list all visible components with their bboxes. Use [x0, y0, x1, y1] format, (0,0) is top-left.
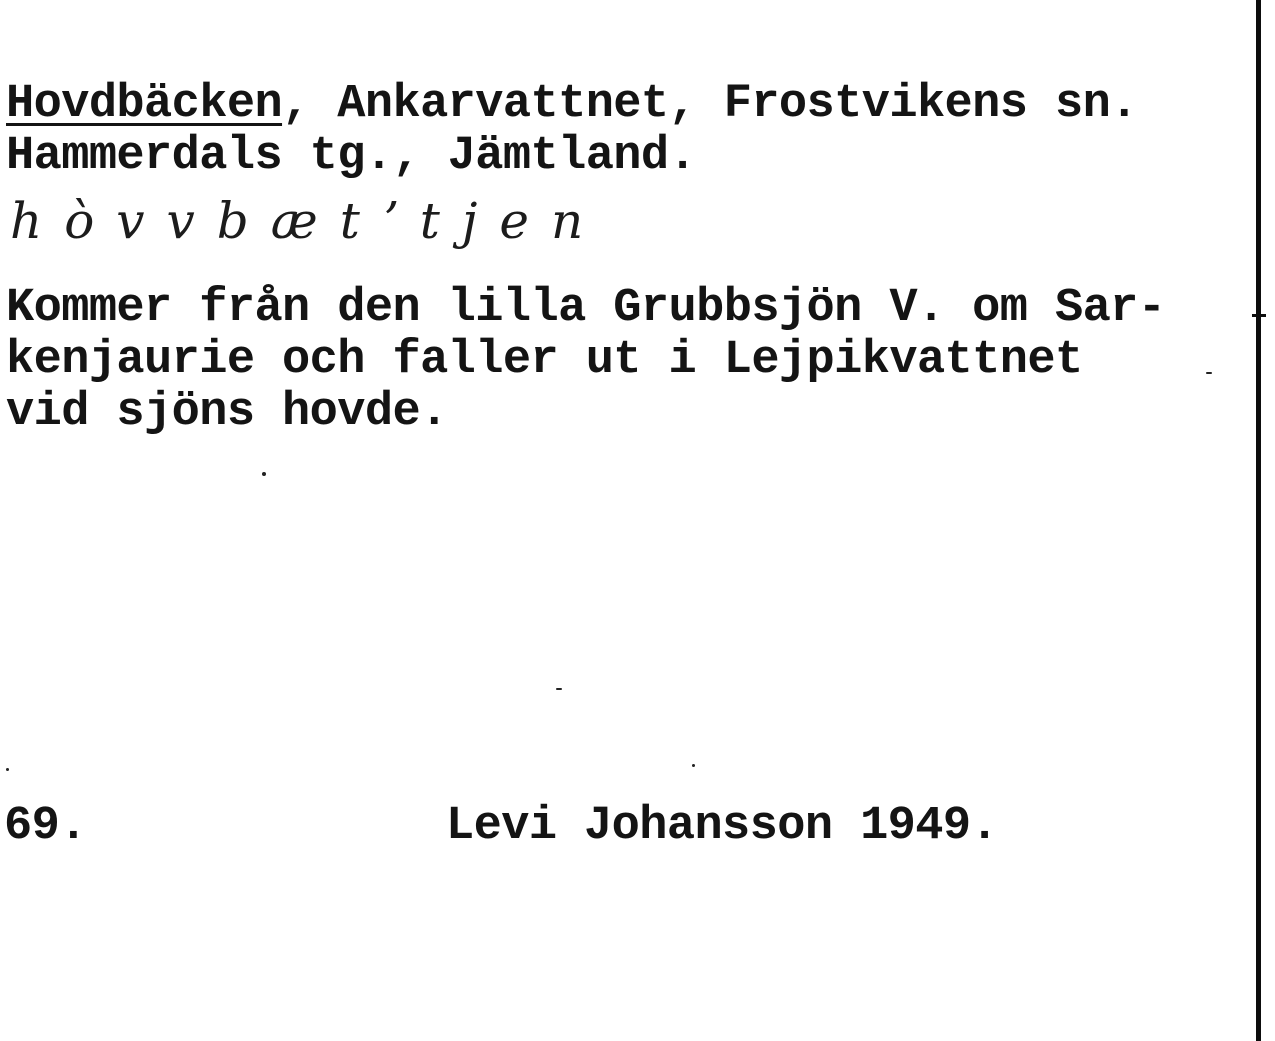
- edge-tick-mark: [1252, 314, 1266, 317]
- phonetic-transcription: hòvvbætʼtjen: [10, 192, 606, 250]
- ink-speck: [692, 764, 695, 767]
- description-line-1: Kommer från den lilla Grubbsjön V. om Sar-: [6, 282, 1166, 335]
- ink-speck: [6, 768, 9, 771]
- ink-speck: [556, 688, 562, 690]
- ink-speck: [1206, 372, 1212, 374]
- description-line-2: kenjaurie och faller ut i Lejpikvattnet: [6, 334, 1083, 387]
- card-edge-line: [1256, 0, 1261, 1041]
- location-line-2: Hammerdals tg., Jämtland.: [6, 130, 697, 183]
- location-line-1: , Ankarvattnet, Frostvikens sn.: [282, 78, 1138, 131]
- recorder-signature: Levi Johansson 1949.: [446, 800, 999, 853]
- description-line-3: vid sjöns hovde.: [6, 386, 448, 439]
- card-number: 69.: [4, 800, 87, 853]
- headword: Hovdbäcken: [6, 78, 283, 131]
- ink-speck: [262, 472, 266, 476]
- header-line-1: [6, 78, 1138, 132]
